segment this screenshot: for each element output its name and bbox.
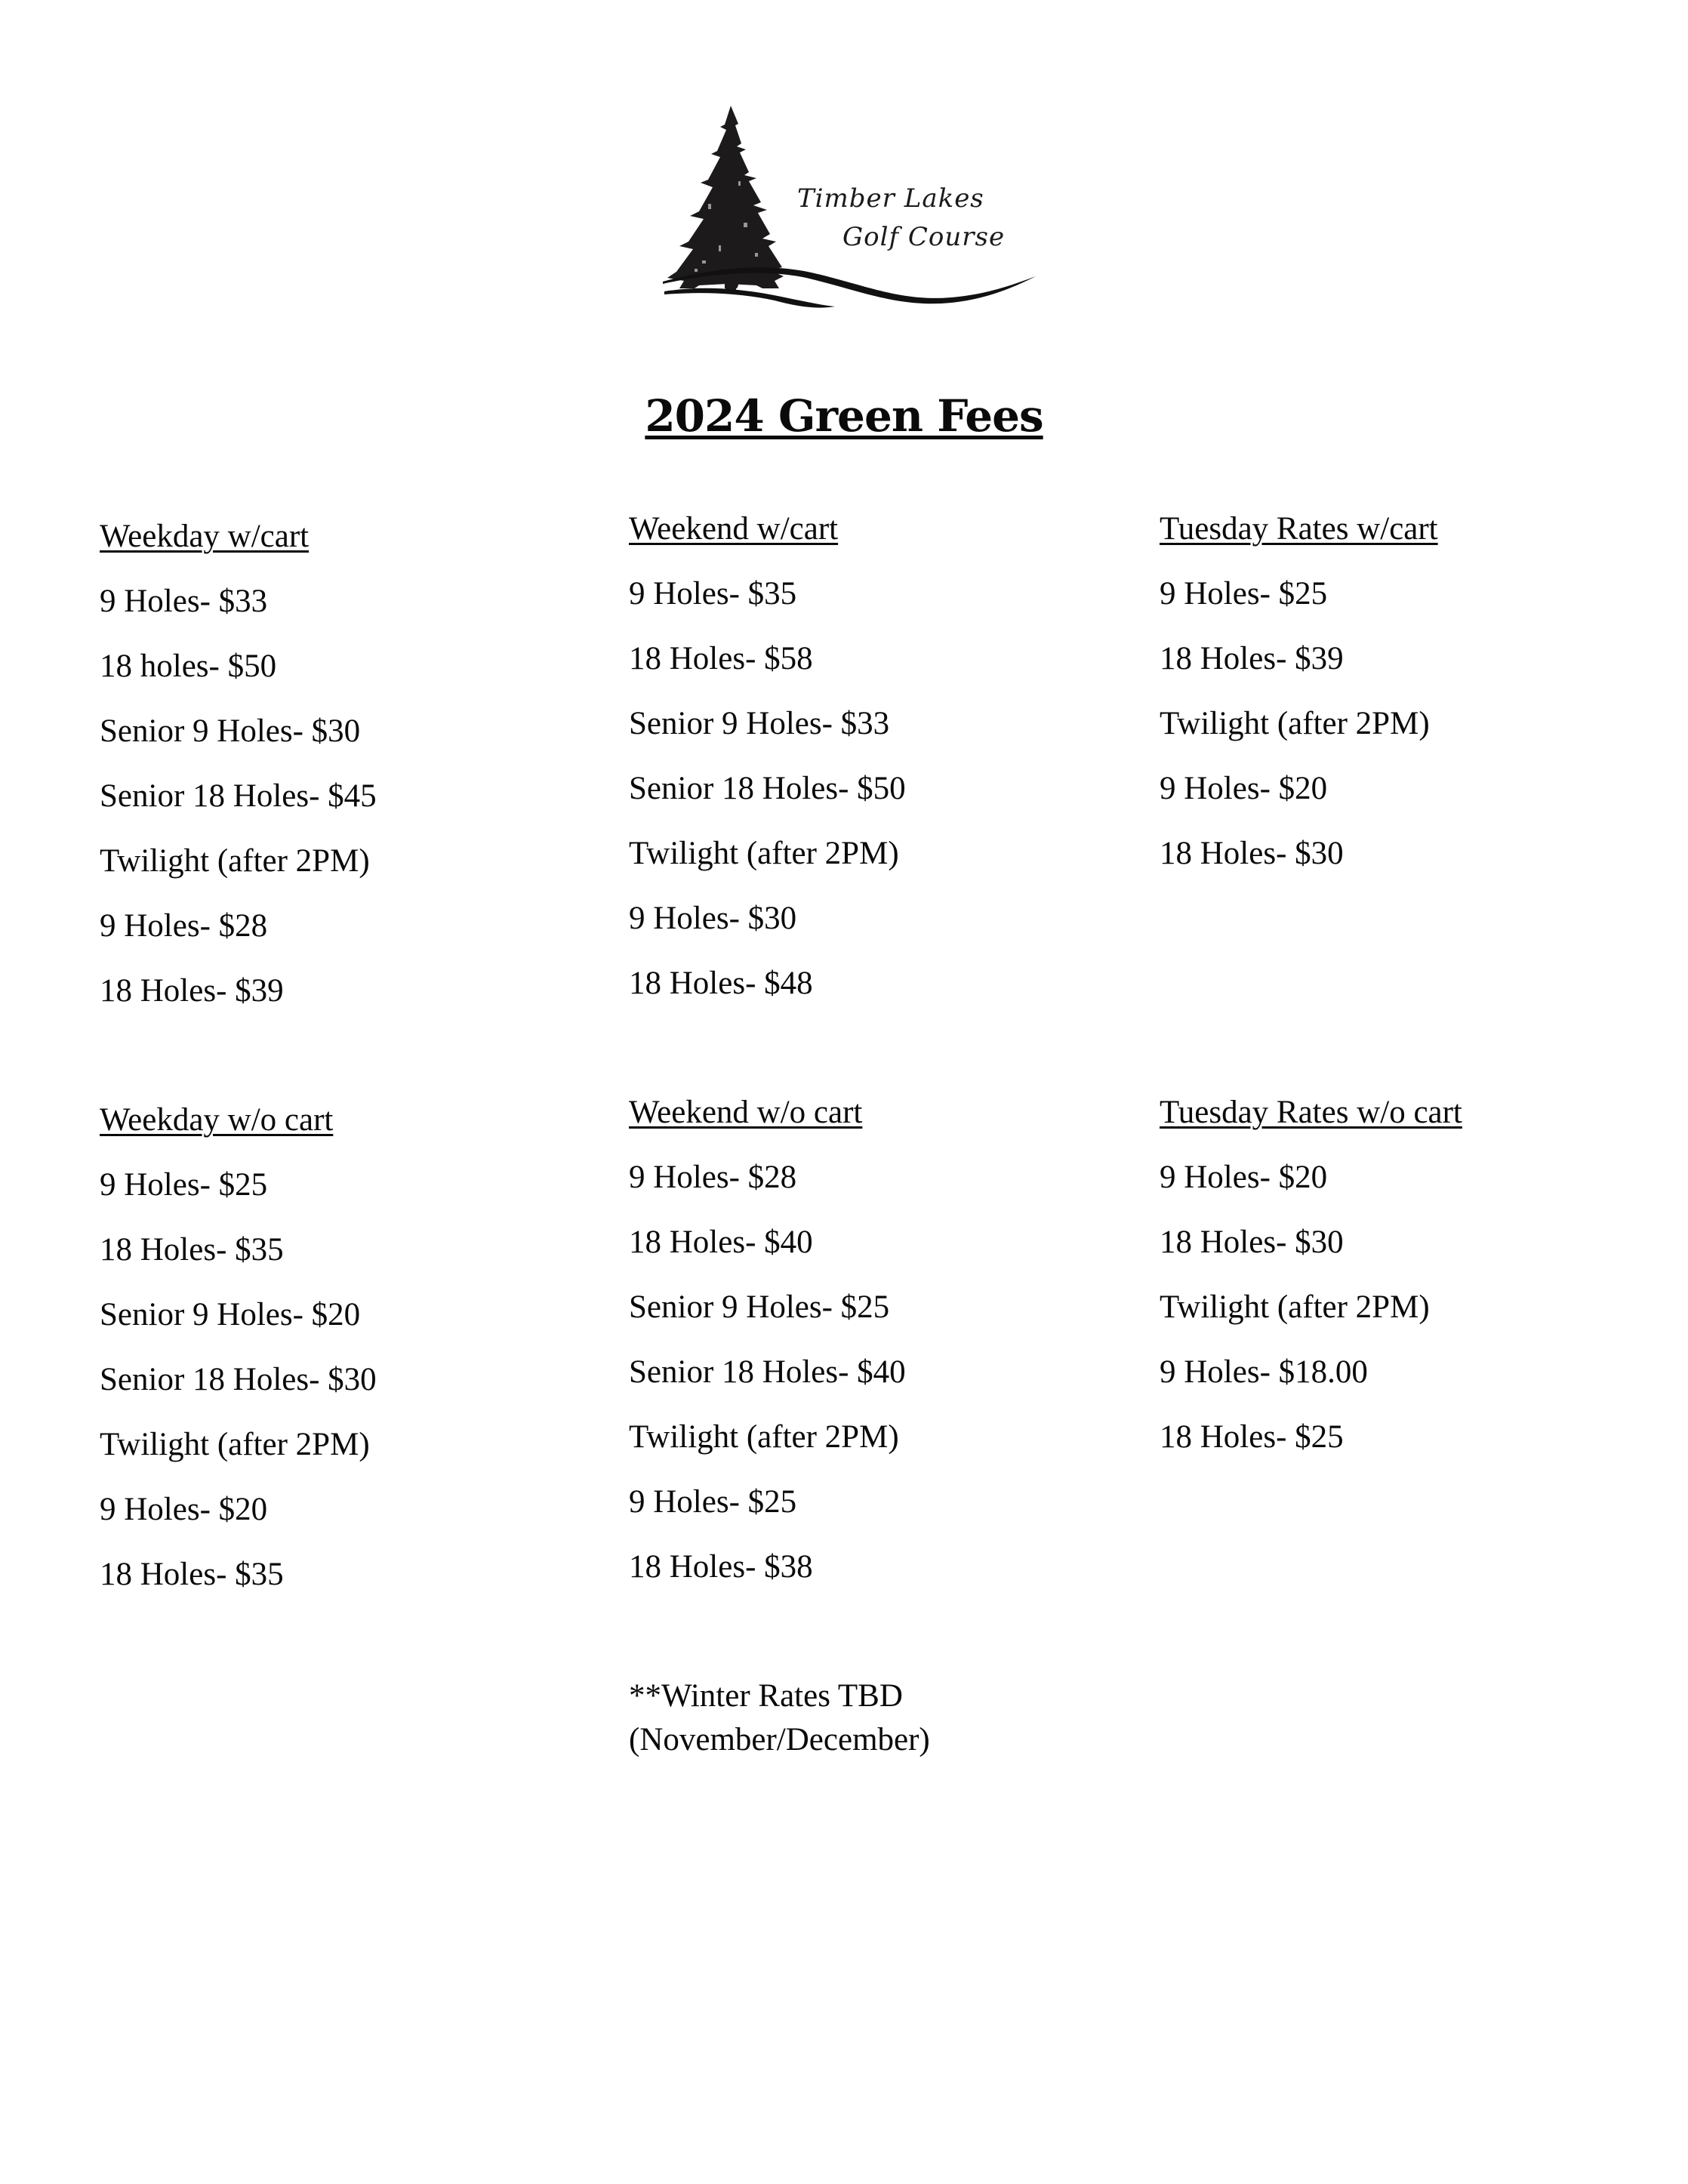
rate-item: 18 Holes- $40 xyxy=(629,1224,813,1260)
rate-block-tuesday-no-cart xyxy=(1160,1080,1462,1470)
rate-item: 9 Holes- $25 xyxy=(1160,576,1328,611)
block-header: Weekday w/cart xyxy=(100,519,310,554)
rate-item: Twilight (after 2PM) xyxy=(100,1427,370,1462)
rate-block-weekday-no-cart xyxy=(100,1088,377,1607)
rate-item: 18 Holes- $39 xyxy=(100,973,284,1009)
rate-item: Twilight (after 2PM) xyxy=(1160,1289,1430,1325)
rate-item: 18 Holes- $48 xyxy=(629,966,813,1001)
rate-item: 9 Holes- $30 xyxy=(629,901,797,936)
rate-item: Twilight (after 2PM) xyxy=(1160,706,1430,741)
rate-item: Senior 18 Holes- $30 xyxy=(100,1362,377,1397)
rate-item: Senior 9 Holes- $30 xyxy=(100,713,361,749)
course-logo xyxy=(649,91,1042,332)
block-header: Weekday w/o cart xyxy=(100,1102,334,1138)
rate-item: 18 Holes- $35 xyxy=(100,1232,284,1268)
footnote-line-2: (November/December) xyxy=(629,1722,930,1757)
rate-item: 18 Holes- $30 xyxy=(1160,836,1344,871)
footnote-line-1: **Winter Rates TBD xyxy=(629,1678,903,1714)
rate-item: Senior 18 Holes- $45 xyxy=(100,778,377,814)
logo-text-golf-course: Golf Course xyxy=(842,222,1006,252)
rate-item: Senior 9 Holes- $33 xyxy=(629,706,890,741)
rate-item: 9 Holes- $25 xyxy=(629,1484,797,1520)
block-header: Tuesday Rates w/o cart xyxy=(1160,1095,1462,1130)
rate-item: 9 Holes- $33 xyxy=(100,584,268,619)
rate-item: Senior 18 Holes- $40 xyxy=(629,1354,906,1390)
rate-item: Senior 18 Holes- $50 xyxy=(629,771,906,806)
rate-item: 9 Holes- $20 xyxy=(1160,1160,1328,1195)
rate-item: 9 Holes- $28 xyxy=(100,908,268,944)
block-header: Tuesday Rates w/cart xyxy=(1160,511,1438,547)
rate-item: 9 Holes- $28 xyxy=(629,1160,797,1195)
rate-item: 9 Holes- $18.00 xyxy=(1160,1354,1368,1390)
rate-item: 9 Holes- $20 xyxy=(1160,771,1328,806)
rate-item: 9 Holes- $35 xyxy=(629,576,797,611)
rate-item: Twilight (after 2PM) xyxy=(629,1419,899,1455)
block-header: Weekend w/cart xyxy=(629,511,839,547)
rate-block-tuesday-cart xyxy=(1160,497,1438,886)
rate-item: 18 Holes- $58 xyxy=(629,641,813,676)
block-header: Weekend w/o cart xyxy=(629,1095,863,1130)
page-title xyxy=(0,392,1688,440)
winter-rates-note xyxy=(629,1674,930,1762)
rate-item: Senior 9 Holes- $25 xyxy=(629,1289,890,1325)
rate-item: 18 Holes- $25 xyxy=(1160,1419,1344,1455)
rate-block-weekend-no-cart xyxy=(629,1080,906,1600)
rate-item: 9 Holes- $20 xyxy=(100,1492,268,1527)
rate-block-weekend-cart xyxy=(629,497,906,1016)
rate-item: 18 Holes- $30 xyxy=(1160,1224,1344,1260)
logo-text-timber-lakes: Timber Lakes xyxy=(797,183,984,214)
rate-item: 18 holes- $50 xyxy=(100,648,277,684)
rate-block-weekday-cart xyxy=(100,504,377,1024)
rate-item: Twilight (after 2PM) xyxy=(629,836,899,871)
rate-item: 18 Holes- $39 xyxy=(1160,641,1344,676)
rate-item: Senior 9 Holes- $20 xyxy=(100,1297,361,1332)
rate-item: 18 Holes- $38 xyxy=(629,1549,813,1585)
rate-item: 18 Holes- $35 xyxy=(100,1557,284,1592)
rate-item: 9 Holes- $25 xyxy=(100,1167,268,1203)
rate-item: Twilight (after 2PM) xyxy=(100,843,370,879)
page-title-text: 2024 Green Fees xyxy=(645,390,1043,442)
